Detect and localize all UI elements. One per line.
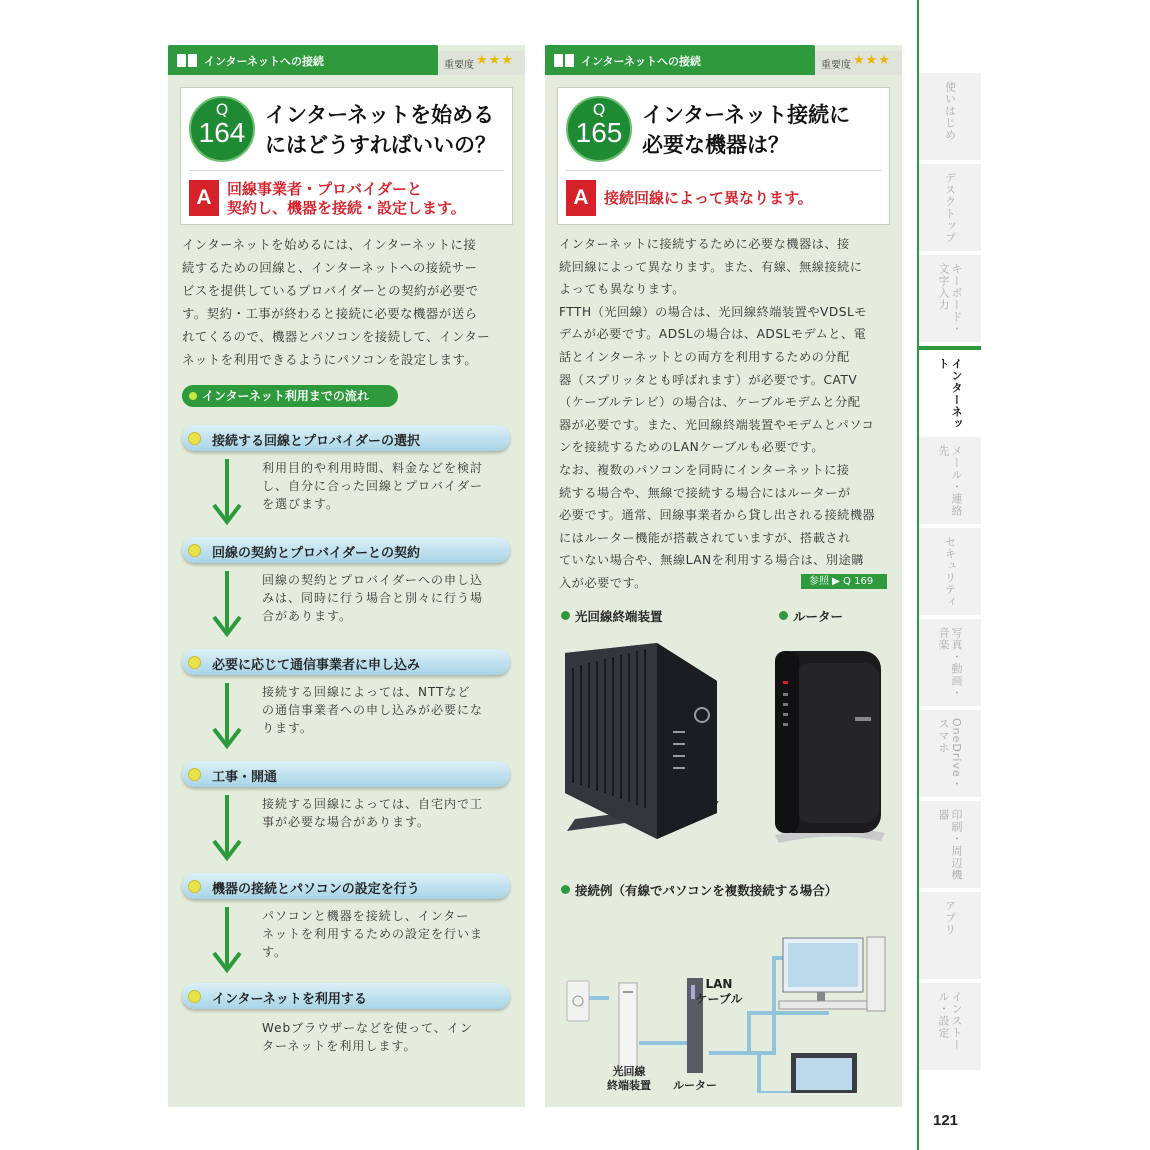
bullet-icon [779, 611, 788, 620]
router-caption: ルーター [779, 607, 843, 625]
divider [566, 170, 881, 171]
section-title: インターネットへの接続 [581, 55, 702, 68]
onu-label: 光回線 [612, 1065, 646, 1078]
step-dot-icon [188, 880, 201, 893]
router-device-image [769, 645, 889, 845]
bullet-icon [189, 392, 197, 400]
tab-print[interactable]: 印刷・周辺機器 [919, 801, 981, 890]
tab-apps[interactable]: アプリ [919, 892, 981, 981]
question-title: インターネットを始める にはどうすればいいの？ [265, 103, 496, 157]
diagram-caption: 接続例（有線でパソコンを複数接続する場合） [561, 881, 837, 899]
answer-mark: A [189, 180, 219, 216]
flow-step: 接続する回線とプロバイダーの選択 [182, 425, 510, 451]
tab-keyboard[interactable]: キーボード・文字入力 [919, 255, 981, 344]
step-dot-icon [188, 432, 201, 445]
onu-label-2: 終端装置 [607, 1079, 651, 1092]
step-description: 接続する回線によっては、自宅内で工 事が必要な場合があります。 [262, 797, 484, 829]
question-title: インターネット接続に 必要な機器は？ [642, 103, 851, 157]
section-header [168, 45, 525, 75]
tab-desktop[interactable]: デスクトップ [919, 164, 981, 253]
step-dot-icon [188, 544, 201, 557]
tab-internet[interactable]: インターネット [919, 346, 981, 435]
step-dot-icon [188, 768, 201, 781]
router-label: ルーター [673, 1079, 717, 1092]
step-description: 利用目的や利用時間、料金などを検討 し、自分に合った回線とプロバイダー を選びます。 [262, 461, 484, 511]
book-icon [177, 54, 197, 67]
flow-step: インターネットを利用する [182, 983, 510, 1009]
step-description: 回線の契約とプロバイダーへの申し込 みは、同時に行う場合と別々に行う場 合があります。 [262, 573, 484, 623]
left-column [168, 45, 525, 1107]
bullet-icon [561, 611, 570, 620]
tab-mail[interactable]: メール・連絡先 [919, 437, 981, 526]
flow-step: 回線の契約とプロバイダーとの契約 [182, 537, 510, 563]
tab-security[interactable]: セキュリティ [919, 528, 981, 617]
page-number: 121 [933, 1112, 959, 1129]
down-arrow-icon [212, 907, 242, 975]
step-description: Webブラウザーなどを使って、イン ターネットを利用します。 [262, 1021, 473, 1053]
section-header [545, 45, 902, 75]
lan-label: LAN [705, 977, 733, 991]
star-rating: ★★★ [476, 53, 514, 68]
importance [438, 51, 525, 75]
answer-title: 回線事業者・プロバイダーと 契約し、機器を接続・設定します。 [227, 180, 466, 217]
down-arrow-icon [212, 683, 242, 751]
answer-mark: A [566, 180, 596, 216]
flow-step: 必要に応じて通信事業者に申し込み [182, 649, 510, 675]
chapter-sidebar [917, 0, 981, 1150]
right-column [545, 45, 902, 1107]
tab-photo[interactable]: 写真・動画・音楽 [919, 619, 981, 708]
importance-label: 重要度 [444, 60, 474, 71]
step-dot-icon [188, 990, 201, 1003]
question-number-badge: Q 165 [566, 96, 632, 162]
divider [189, 170, 504, 171]
onu-caption: 光回線終端装置 [561, 607, 663, 625]
tab-onedrive[interactable]: OneDrive・スマホ [919, 710, 981, 799]
connection-diagram [559, 903, 889, 1093]
question-box [557, 87, 890, 225]
importance-label: 重要度 [821, 60, 851, 71]
flow-step: 工事・開通 [182, 761, 510, 787]
onu-icon [619, 983, 637, 1073]
down-arrow-icon [212, 459, 242, 527]
star-rating: ★★★ [853, 53, 891, 68]
answer-body: インターネットに接続するために必要な機器は、接 続回線によって異なります。また、有線、無線接続に よっても異なります。 FTTH（光回線）の場合は、光回線終端装置やVDSLモ デムが必要です。ADSLの場合は、ADSLモデムと、電 話とインターネットとの両方を利用するための分配 器（スプリッタとも呼ばれます）が必要です。CATV （ケーブルテレビ）の場合は、ケーブルモデムと分配 器が必要です。また、光回線終端装置やモデムとパソコ ンを接続するためのLANケーブルも必要です。 なお、複数のパソコンを同時にインターネットに接 続する場合や、無線で接続する場合にはルーターが 必要です。通常、回線事業者から貸し出される接続機器 にはルーター機能が搭載されていますが、搭載され ていない場合や、無線LANを利用する場合は、別途購 入が必要です。 [559, 237, 876, 590]
step-dot-icon [188, 656, 201, 669]
importance [815, 51, 902, 75]
tab-getting-started[interactable]: 使いはじめ [919, 73, 981, 162]
answer-body: インターネットを始めるには、インターネットに接 続するための回線と、インターネットへの接続サー ビスを提供しているプロバイダーとの契約が必要で す。契約・工事が終わると接続に必要な機器が送ら れてくるので、機器とパソコンを接続して、インター ネットを利用できるようにパソコンを設定します。 [182, 237, 491, 367]
flow-step: 機器の接続とパソコンの設定を行う [182, 873, 510, 899]
book-icon [554, 54, 574, 67]
answer-title: 接続回線によって異なります。 [604, 189, 813, 207]
tab-install[interactable]: インストール・設定 [919, 983, 981, 1072]
down-arrow-icon [212, 795, 242, 863]
step-description: パソコンと機器を接続し、インター ネットを利用するための設定を行いま す。 [262, 909, 484, 959]
section-title: インターネットへの接続 [204, 55, 325, 68]
lan-label-2: ケーブル [695, 992, 743, 1006]
question-number-badge: Q 164 [189, 96, 255, 162]
question-box [180, 87, 513, 225]
step-description: 接続する回線によっては、NTTなど の通信事業者への申し込みが必要にな ります。 [262, 685, 484, 735]
reference-tag: 参照 ▶ Q 169 [801, 574, 887, 589]
bullet-icon [561, 885, 570, 894]
down-arrow-icon [212, 571, 242, 639]
flow-heading: インターネット利用までの流れ [182, 385, 398, 407]
wall-outlet-icon [567, 981, 589, 1021]
onu-device-image [557, 643, 722, 843]
